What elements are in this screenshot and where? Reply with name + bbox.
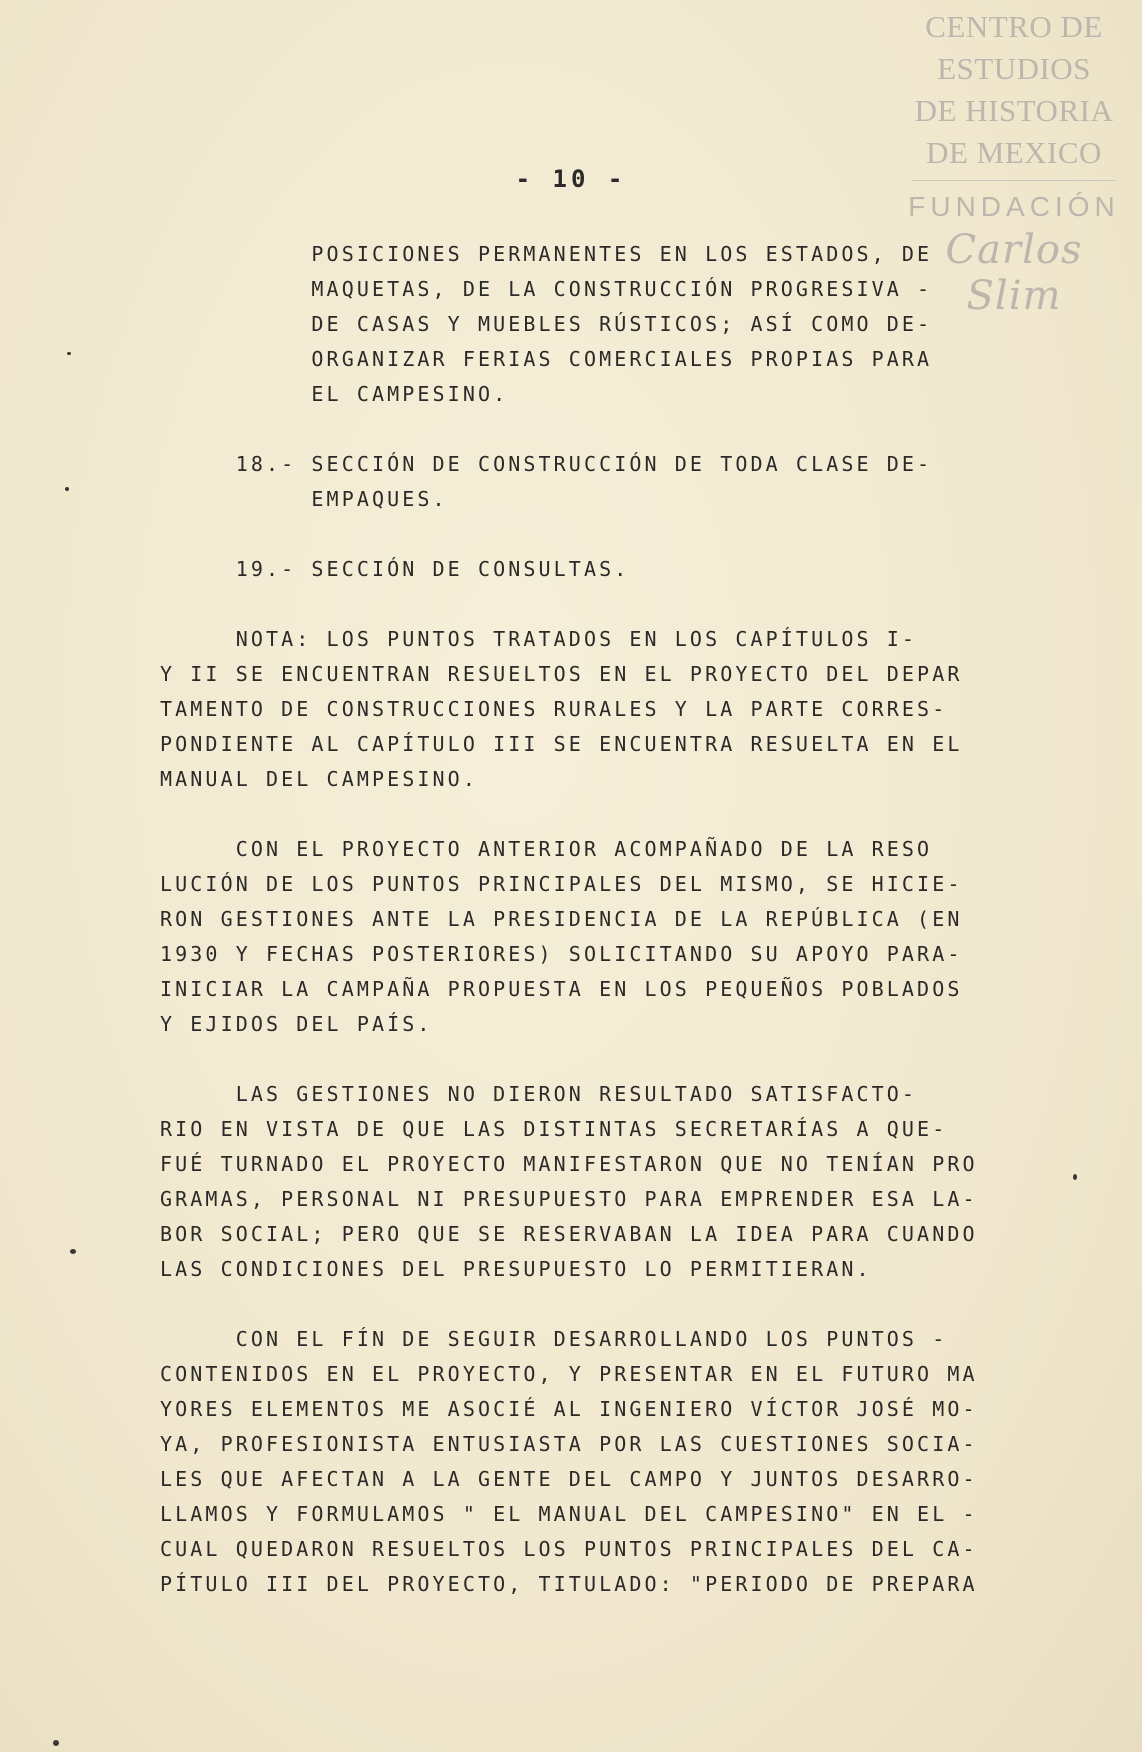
- text-line: CONTENIDOS EN EL PROYECTO, Y PRESENTAR EN EL FUTURO MA: [160, 1362, 978, 1386]
- paper-speck: [67, 352, 71, 355]
- text-line: LLAMOS Y FORMULAMOS " EL MANUAL DEL CAMPESINO" EN EL -: [160, 1502, 978, 1526]
- text-line: LES QUE AFECTAN A LA GENTE DEL CAMPO Y JUNTOS DESARRO-: [160, 1467, 978, 1491]
- paper-speck: [70, 1249, 76, 1254]
- text-line: EMPAQUES.: [160, 487, 448, 511]
- text-line: MAQUETAS, DE LA CONSTRUCCIÓN PROGRESIVA -: [160, 277, 933, 301]
- text-line: CUAL QUEDARON RESUELTOS LOS PUNTOS PRINCIPALES DEL CA-: [160, 1537, 978, 1561]
- text-line: YORES ELEMENTOS ME ASOCIÉ AL INGENIERO VÍCTOR JOSÉ MO-: [160, 1397, 978, 1421]
- page-number: - 10 -: [515, 165, 627, 193]
- text-line: BOR SOCIAL; PERO QUE SE RESERVABAN LA IDEA PARA CUANDO: [160, 1222, 978, 1246]
- text-line: PÍTULO III DEL PROYECTO, TITULADO: "PERIODO DE PREPARA: [160, 1572, 978, 1596]
- watermark-signature: Carlos Slim: [945, 227, 1083, 319]
- paper-speck: [53, 1740, 59, 1746]
- text-line: RIO EN VISTA DE QUE LAS DISTINTAS SECRETARÍAS A QUE-: [160, 1117, 948, 1141]
- watermark-line: DE HISTORIA: [914, 93, 1114, 128]
- text-line: LAS CONDICIONES DEL PRESUPUESTO LO PERMITIERAN.: [160, 1257, 872, 1281]
- text-line: FUÉ TURNADO EL PROYECTO MANIFESTARON QUE NO TENÍAN PRO: [160, 1152, 978, 1176]
- text-line: NOTA: LOS PUNTOS TRATADOS EN LOS CAPÍTULOS I-: [160, 627, 918, 651]
- text-line: Y II SE ENCUENTRAN RESUELTOS EN EL PROYECTO DEL DEPAR: [160, 662, 963, 686]
- text-line: RON GESTIONES ANTE LA PRESIDENCIA DE LA REPÚBLICA (EN: [160, 907, 963, 931]
- paper-speck: [65, 487, 69, 491]
- text-line: MANUAL DEL CAMPESINO.: [160, 767, 478, 791]
- text-line: EL CAMPESINO.: [160, 382, 509, 406]
- text-line: 18.- SECCIÓN DE CONSTRUCCIÓN DE TODA CLASE DE-: [160, 452, 933, 476]
- text-line: PONDIENTE AL CAPÍTULO III SE ENCUENTRA RESUELTA EN EL: [160, 732, 963, 756]
- watermark-line: DE MEXICO: [926, 135, 1102, 170]
- text-line: ORGANIZAR FERIAS COMERCIALES PROPIAS PARA: [160, 347, 933, 371]
- text-line: DE CASAS Y MUEBLES RÚSTICOS; ASÍ COMO DE-: [160, 312, 933, 336]
- archive-watermark: [904, 6, 1124, 319]
- text-line: 19.- SECCIÓN DE CONSULTAS.: [160, 557, 630, 581]
- text-line: 1930 Y FECHAS POSTERIORES) SOLICITANDO SU APOYO PARA-: [160, 942, 963, 966]
- watermark-foundation: FUNDACIÓN: [908, 191, 1120, 222]
- text-line: LUCIÓN DE LOS PUNTOS PRINCIPALES DEL MISMO, SE HICIE-: [160, 872, 963, 896]
- text-line: GRAMAS, PERSONAL NI PRESUPUESTO PARA EMPRENDER ESA LA-: [160, 1187, 978, 1211]
- text-line: CON EL FÍN DE SEGUIR DESARROLLANDO LOS PUNTOS -: [160, 1327, 948, 1351]
- text-line: CON EL PROYECTO ANTERIOR ACOMPAÑADO DE LA RESO: [160, 837, 933, 861]
- watermark-line: ESTUDIOS: [937, 51, 1091, 86]
- text-line: Y EJIDOS DEL PAÍS.: [160, 1012, 433, 1036]
- text-line: INICIAR LA CAMPAÑA PROPUESTA EN LOS PEQUEÑOS POBLADOS: [160, 977, 963, 1001]
- paper-speck: [1073, 1174, 1077, 1180]
- text-line: YA, PROFESIONISTA ENTUSIASTA POR LAS CUESTIONES SOCIA-: [160, 1432, 978, 1456]
- text-line: POSICIONES PERMANENTES EN LOS ESTADOS, DE: [160, 242, 933, 266]
- text-line: TAMENTO DE CONSTRUCCIONES RURALES Y LA PARTE CORRES-: [160, 697, 948, 721]
- watermark-line: CENTRO DE: [925, 9, 1103, 44]
- text-line: LAS GESTIONES NO DIERON RESULTADO SATISFACTO-: [160, 1082, 918, 1106]
